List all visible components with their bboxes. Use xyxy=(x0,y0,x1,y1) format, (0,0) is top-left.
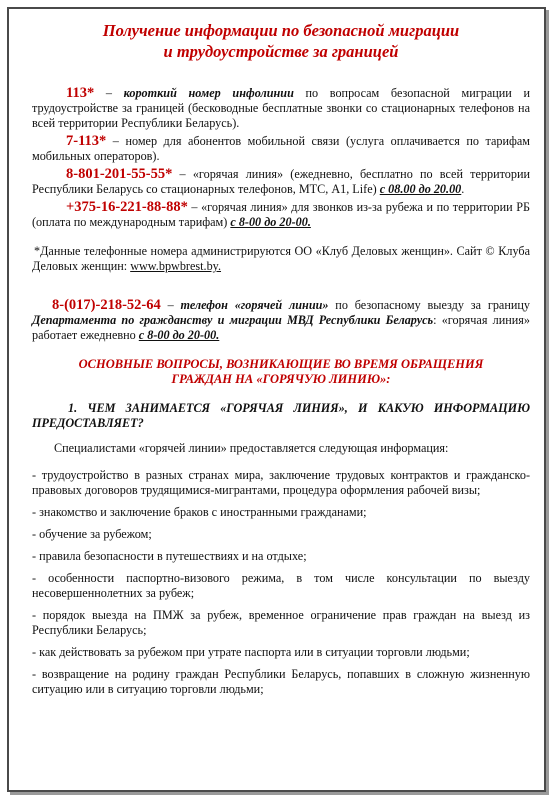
department-text-1: по безопасному выезду за границу xyxy=(328,298,530,312)
phone-number: 7-113* xyxy=(66,133,107,149)
phone-entry-international xyxy=(32,200,530,230)
phone-entry-8801 xyxy=(32,167,530,197)
entry-label: короткий номер инфолинии xyxy=(123,86,294,100)
entry-text: по вопросам безопасной миграции и трудоустройстве за границей (бесководные бесплатные звонки со стационарных телефонов на всей территории Республики Беларусь). xyxy=(32,86,530,130)
page-title xyxy=(32,20,530,62)
phone-number: +375-16-221-88-88* xyxy=(66,199,188,215)
dash: – xyxy=(172,167,193,181)
site-link[interactable]: www.bpwbrest.by. xyxy=(130,259,222,273)
list-item: - обучение за рубежом; xyxy=(32,527,152,541)
entry-text: «горячая линия» для звонков из-за рубежа и по территории РБ (оплата по международным тарифам) xyxy=(32,200,530,229)
document-body xyxy=(32,14,530,697)
question-heading: 1. ЧЕМ ЗАНИМАЕТСЯ «ГОРЯЧАЯ ЛИНИЯ», И КАКУЮ ИНФОРМАЦИЮ ПРЕДОСТАВЛЯЕТ? xyxy=(32,401,530,430)
section-title-line-2: ГРАЖДАН НА «ГОРЯЧУЮ ЛИНИЮ»: xyxy=(171,372,391,386)
footnote-text: *Данные телефонные номера администрируются ОО «Клуб Деловых женщин». Сайт © Клуба Деловых женщин: xyxy=(32,244,530,273)
dash: – xyxy=(160,298,181,312)
phone-number: 8-801-201-55-55* xyxy=(66,166,173,182)
list-item: - особенности паспортно-визового режима, в том числе консультации по выезду несовершеннолетних за рубеж; xyxy=(32,571,530,600)
title-line-2: и трудоустройстве за границей xyxy=(163,42,399,61)
department-hours: с 8-00 до 20-00. xyxy=(138,328,220,342)
phone-entry-7113 xyxy=(32,134,530,164)
phone-number: 8-(017)-218-52-64 xyxy=(52,297,161,313)
department-hotline xyxy=(32,298,530,343)
list-item: - возвращение на родину граждан Республики Беларусь, попавших в сложную жизненную ситуацию или в ситуацию торговли людьми; xyxy=(32,667,530,696)
footnote xyxy=(32,244,530,274)
entry-text: «горячая линия» (ежедневно, бесплатно по всей территории Республики Беларусь со стационарных телефонов, МТС, A1, Life) xyxy=(32,167,530,196)
dash: – xyxy=(94,86,124,100)
list-item: - порядок выезда на ПМЖ за рубеж, временное ограничение прав граждан на выезд из Республики Беларусь; xyxy=(32,608,530,637)
list-item: - правила безопасности в путешествиях и на отдыхе; xyxy=(32,549,307,563)
title-line-1: Получение информации по безопасной миграции xyxy=(102,21,460,40)
entry-hours: с 08.00 до 20.00 xyxy=(379,182,462,196)
intro-paragraph: Специалистами «горячей линии» предоставляется следующая информация: xyxy=(54,441,449,455)
dash: – xyxy=(187,200,202,214)
section-title xyxy=(32,357,530,387)
entry-text: номер для абонентов мобильной связи (услуга оплачивается по тарифам мобильных операторов). xyxy=(32,134,531,163)
phone-number: 113* xyxy=(66,85,95,101)
list-item: - знакомство и заключение браков с иностранными гражданами; xyxy=(32,505,367,519)
list-item: - как действовать за рубежом при утрате паспорта или в ситуации торговли людьми; xyxy=(32,645,470,659)
section-title-line-1: ОСНОВНЫЕ ВОПРОСЫ, ВОЗНИКАЮЩИЕ ВО ВРЕМЯ ОБРАЩЕНИЯ xyxy=(78,357,484,371)
entry-hours: с 8-00 до 20-00. xyxy=(230,215,311,229)
phone-entry-113 xyxy=(32,86,530,131)
hotline-label: телефон «горячей линии» xyxy=(180,298,329,312)
entry-tail: . xyxy=(461,182,465,196)
department-text-2: : «горячая линия» работает ежедневно xyxy=(32,313,530,342)
dash: – xyxy=(106,134,126,148)
department-name: Департамента по гражданству и миграции МВД Республики Беларусь xyxy=(32,313,434,327)
list-item: - трудоустройство в разных странах мира, заключение трудовых контрактов и гражданско-правовых договоров трудящимися-мигрантами, процедура оформления рабочей визы; xyxy=(32,468,530,497)
